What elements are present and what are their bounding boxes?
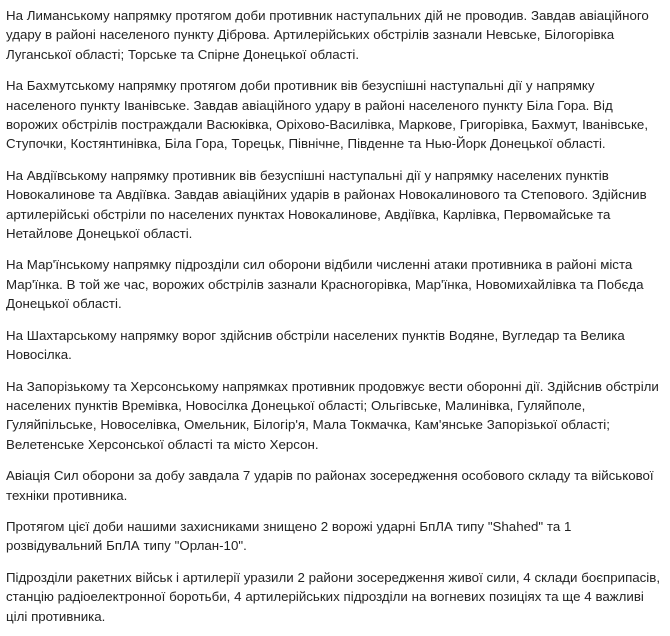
- paragraph-mariinka-direction: На Мар'їнському напрямку підрозділи сил оборони відбили численні атаки противника в районі міста Мар'їнка. В той же час, ворожих обстрілів зазнали Красногорівка, Мар'їнка, Новомихайлівка та Побєда Донецької області.: [6, 257, 644, 312]
- paragraph-shakhtarsk-direction: На Шахтарському напрямку ворог здійснив обстріли населених пунктів Водяне, Вугледар та Велика Новосілка.: [6, 327, 625, 363]
- paragraph-aviation-strikes: Авіація Сил оборони за добу завдала 7 ударів по районах зосередження особового складу та військової техніки противника.: [6, 468, 654, 503]
- paragraph-avdiivka-direction: На Авдіївському напрямку противник вів безуспішні наступальні дії у напрямку населених пунктів Новокалинове та Авдіївка. Завдав авіаційних ударів в районах Новокалинового та Степового. Здійснив артилерійські обстріли по населених пунктах Новокалинове, Авдіївка, Карлівка, Первомайське та Нетайлове Донецької області.: [6, 167, 647, 242]
- paragraph-zaporizhzhia-kherson-direction: На Запорізькому та Херсонському напрямках противник продовжує вести оборонні дії. Здійснив обстріли населених пунктів Времівка, Новосілка Донецької області; Ольгівське, Малинівка, Гуляйполе, Гуляйпільське, Новоселівка, Омельник, Білогір'я, Мала Токмачка, Кам'янське Запорізької області; Велетенське Херсонської області та місто Херсон.: [6, 378, 659, 452]
- paragraph-missile-artillery-units: Підрозділи ракетних військ і артилерії уразили 2 райони зосередження живої сили, 4 склади боєприпасів, станцію радіоелектронної боротьби, 4 артилерійських підрозділи на вогневих позиціях та ще 4 важливі цілі противника.: [6, 569, 661, 624]
- paragraph-bakhmut-direction: На Бахмутському напрямку протягом доби противник вів безуспішні наступальні дії у напрямку населеного пункту Іванівське. Завдав авіаційного удару в районі населеного пункту Біла Гора. Від ворожих обстрілів постраждали Васюківка, Оріхово-Василівка, Маркове, Григорівка, Бахмут, Іванівське, Ступочки, Костянтинівка, Біла Гора, Торецьк, Північне, Південне та Нью-Йорк Донецької області.: [6, 78, 649, 152]
- paragraph-drones-destroyed: Протягом цієї доби нашими захисниками знищено 2 ворожі ударні БпЛА типу "Shahed" та 1 розвідувальний БпЛА типу "Орлан-10".: [6, 518, 572, 554]
- paragraph-lyman-direction: На Лиманському напрямку протягом доби противник наступальних дій не проводив. Завдав авіаційного удару в районі населеного пункту Діброва. Артилерійських обстрілів зазнали Невське, Білогорівка Луганської області; Торське та Спірне Донецької області.: [6, 8, 649, 62]
